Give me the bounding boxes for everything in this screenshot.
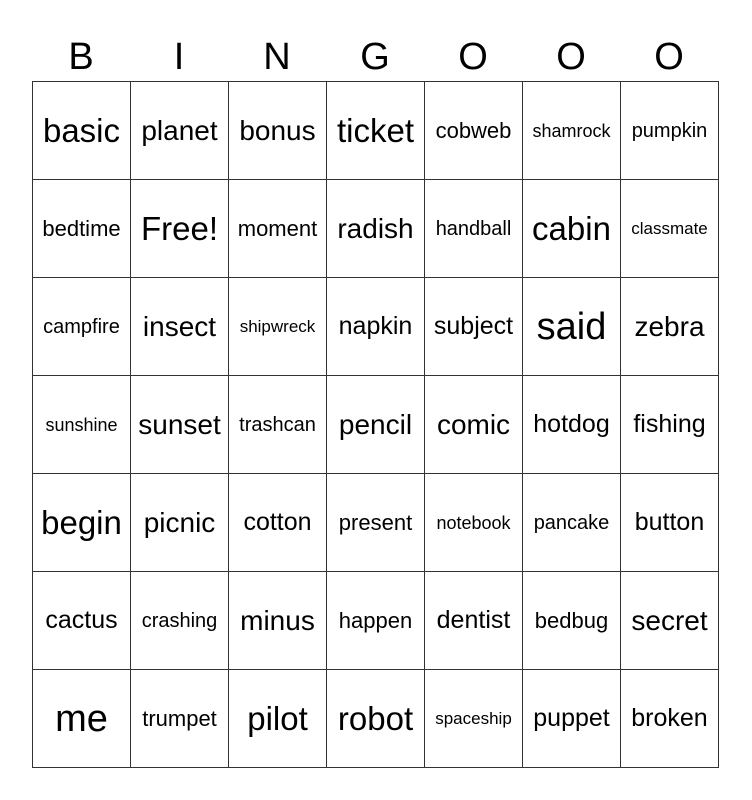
bingo-cell[interactable]: basic	[33, 82, 131, 180]
bingo-cell[interactable]: handball	[425, 180, 523, 278]
bingo-cell[interactable]: shipwreck	[229, 278, 327, 376]
bingo-cell[interactable]: broken	[621, 670, 719, 768]
bingo-cell[interactable]: subject	[425, 278, 523, 376]
bingo-cell[interactable]: napkin	[327, 278, 425, 376]
header-letter-o-3: O	[654, 36, 684, 78]
bingo-cell[interactable]: bonus	[229, 82, 327, 180]
bingo-cell[interactable]: pancake	[523, 474, 621, 572]
bingo-cell[interactable]: pumpkin	[621, 82, 719, 180]
bingo-cell[interactable]: puppet	[523, 670, 621, 768]
bingo-cell[interactable]: trumpet	[131, 670, 229, 768]
bingo-cell[interactable]: comic	[425, 376, 523, 474]
bingo-cell[interactable]: said	[523, 278, 621, 376]
header-letter-g: G	[360, 36, 390, 78]
bingo-cell-free[interactable]: Free!	[131, 180, 229, 278]
bingo-cell[interactable]: shamrock	[523, 82, 621, 180]
header-letter-o: O	[458, 36, 488, 78]
bingo-cell[interactable]: picnic	[131, 474, 229, 572]
bingo-cell[interactable]: trashcan	[229, 376, 327, 474]
bingo-grid	[32, 81, 719, 768]
bingo-cell[interactable]: planet	[131, 82, 229, 180]
bingo-cell[interactable]: moment	[229, 180, 327, 278]
bingo-cell[interactable]: hotdog	[523, 376, 621, 474]
bingo-cell[interactable]: notebook	[425, 474, 523, 572]
bingo-cell[interactable]: happen	[327, 572, 425, 670]
bingo-cell[interactable]: button	[621, 474, 719, 572]
bingo-cell[interactable]: present	[327, 474, 425, 572]
bingo-cell[interactable]: minus	[229, 572, 327, 670]
bingo-cell[interactable]: ticket	[327, 82, 425, 180]
bingo-cell[interactable]: me	[33, 670, 131, 768]
bingo-header	[32, 34, 718, 80]
bingo-cell[interactable]: sunset	[131, 376, 229, 474]
bingo-cell[interactable]: crashing	[131, 572, 229, 670]
bingo-cell[interactable]: fishing	[621, 376, 719, 474]
bingo-cell[interactable]: cabin	[523, 180, 621, 278]
bingo-cell[interactable]: radish	[327, 180, 425, 278]
header-letter-b: B	[68, 36, 94, 78]
bingo-cell[interactable]: bedtime	[33, 180, 131, 278]
header-letter-o-2: O	[556, 36, 586, 78]
bingo-cell[interactable]: sunshine	[33, 376, 131, 474]
bingo-cell[interactable]: pencil	[327, 376, 425, 474]
bingo-cell[interactable]: bedbug	[523, 572, 621, 670]
bingo-cell[interactable]: spaceship	[425, 670, 523, 768]
bingo-cell[interactable]: cobweb	[425, 82, 523, 180]
bingo-cell[interactable]: pilot	[229, 670, 327, 768]
header-letter-i: I	[173, 36, 185, 78]
bingo-cell[interactable]: classmate	[621, 180, 719, 278]
bingo-cell[interactable]: cactus	[33, 572, 131, 670]
bingo-cell[interactable]: zebra	[621, 278, 719, 376]
bingo-cell[interactable]: secret	[621, 572, 719, 670]
bingo-cell[interactable]: insect	[131, 278, 229, 376]
bingo-cell[interactable]: cotton	[229, 474, 327, 572]
bingo-cell[interactable]: dentist	[425, 572, 523, 670]
bingo-cell[interactable]: campfire	[33, 278, 131, 376]
bingo-cell[interactable]: begin	[33, 474, 131, 572]
bingo-cell[interactable]: robot	[327, 670, 425, 768]
header-letter-n: N	[263, 36, 291, 78]
